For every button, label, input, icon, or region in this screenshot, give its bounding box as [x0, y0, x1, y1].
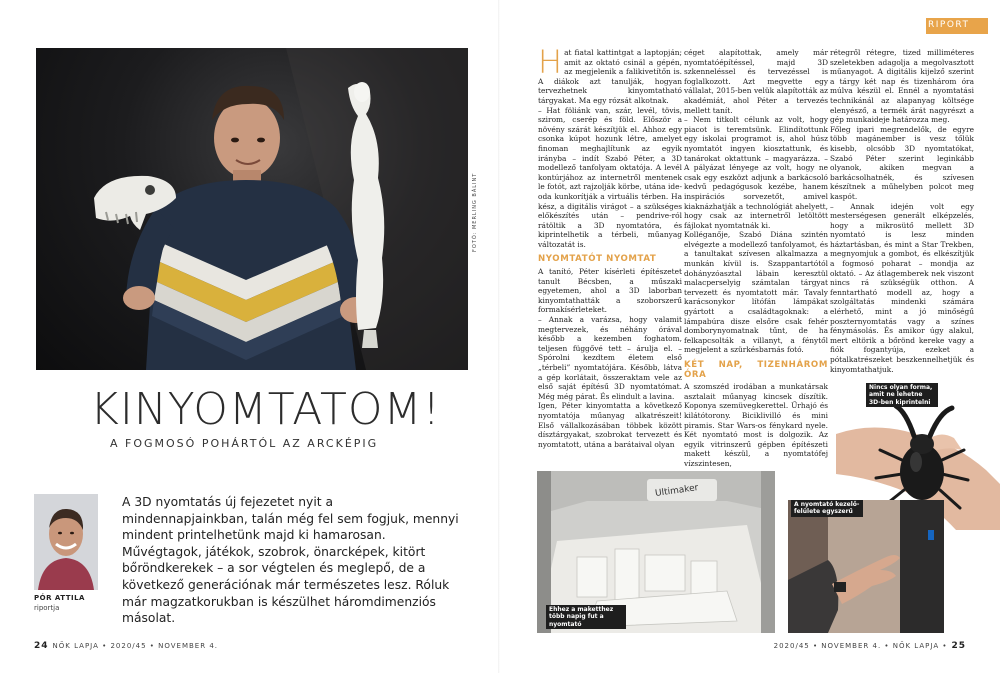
- hand-photo: [788, 500, 944, 633]
- page-number-right: 25: [951, 641, 966, 651]
- body-paragraph: céget alapítottak, amely már nyomtatóépítéssel, majd 3D szkenneléssel és tervezéssel is foglalkozott. Azt megvette egy vállalat, 2015-ben velük alapították az akadémiát, ahol Péter a tervezés mellett tanít.: [684, 48, 828, 115]
- body-paragraph: – Annak idején volt egy mesterségesen generált elképzelés, hogy a mikrosütő mellett 3D nyomtató is lesz minden háztartásban, és mint a Star Trekben, megnyomjuk a gombot, és elkészítjük a fogmosó poharat – mondja az oktató. – Az átlagemberek nek viszont nincs rá szükségük otthon. A fenntartható modell az, hogy a szolgáltatás mindenki számára elérhető, mint a jó minőségű poszternyomtatás vagy a színes fénymásolás. És amikor úgy alakul, mert eltörik a bőrönd kereke vagy a fiók fogantyúja, ezeket a pótalkatrészeket beszkennelhetjük és kinyomtathatjuk.: [830, 201, 974, 374]
- subheading-2: KÉT NAP, TIZENHÁROM ÓRA: [684, 360, 828, 380]
- folio-left-text: NŐK LAPJA • 2020/45 • NOVEMBER 4.: [52, 642, 218, 650]
- body-column-3: [830, 48, 974, 374]
- body-paragraph: Főleg ipari megrendelők, de egyre több magánember is vesz tőlük kisebb, olcsóbb 3D nyomtatókat, Szabó Péter szerint leginkább olyanok, akiken megvan a barkácsolhatnék, és szívesen készítnek a műhelyben polcot meg kaspót.: [830, 124, 974, 201]
- body-column-1: [538, 43, 682, 449]
- body-paragraph: rétegről rétegre, tized milliméteres szeletekben adagolja a megolvasztott műanyagot. A digitális kijelző szerint a tárgy két nap és tizenhárom óra múlva készül el. Ennél a nyomtatási technikánál az alapanyag költsége elenyésző, a termék árát nagyrészt a gép munkaideje határozza meg.: [830, 48, 974, 125]
- hero-photo-illustration: [36, 48, 468, 370]
- page-number-left: 24: [34, 641, 49, 651]
- drop-cap: H: [538, 43, 563, 81]
- lead-paragraph: A 3D nyomtatás új fejezetet nyit a mindennapjainkban, talán még fel sem fogjuk, mennyi mindent printelhetünk majd ki hamarosan. Művégtagok, játékok, szobrok, önarcképek, kitört bőröndkerekek – a sor végtelen és meglepő, de a következő generációnak már természetes lesz. Róluk már magzatkorukban is készülhet háromdimenziós másolat.: [122, 495, 459, 626]
- folio-left: [34, 641, 218, 651]
- author-photo: [34, 494, 98, 590]
- caption-hand: A nyomtató kezelő-felülete egyszerű: [791, 500, 863, 517]
- article-subtitle: A FOGMOSÓ POHÁRTÓL AZ ARCKÉPIG: [110, 437, 379, 450]
- author-name: PÓR ATTILA: [34, 594, 85, 602]
- printer-brand: Ultimaker: [654, 483, 700, 500]
- body-paragraph: A szomszéd irodában a munkatársak asztalait műanyag kincsek díszítik. Koponya szemüvegkerettel. Űrhajó és kilátótorony. Biciklivilló és mini piramis. Star Wars-os fénykard nyele. Két nyomtató most is dolgozik. Az egyik vitrinszerű gépben építészeti makett készül, a nyomtatófej vízszintesen,: [684, 382, 828, 468]
- folio-right-text: 2020/45 • NOVEMBER 4. • NŐK LAPJA •: [773, 642, 948, 650]
- caption-printer: Ehhez a maketthez több napig fut a nyomtató: [546, 605, 626, 629]
- body-paragraph: Kolléganője, Szabó Diána szintén elvégezte a modellező tanfolyamot, és a tanultakat szívesen alkalmazza a munkán kívül is. Szappantartótól dohányzóasztal lábain keresztül malacperselyig számtalan tárgyat tervezett és nyomtatott már. Tavaly karácsonykor lítófán lámpákat gyártott a családtagoknak: a lámpabúra disze elsőre csak fehér domborynyomatnak tűnt, de ha felkapcsolták a villanyt, a fénytől megjelent a szürkésbarnás fotó.: [684, 230, 828, 355]
- photo-credit: FOTÓ: MERLING BÁLINT: [472, 172, 478, 252]
- hand-photo-illustration: [788, 500, 944, 633]
- body-paragraph: A tanító, Péter kísérleti építészetet tanult Bécsben, a műszaki egyetemen, ahol a 3D laborban kinyomtathatták a szoborszerű formakísérleteket.: [538, 267, 682, 315]
- body-paragraph: – Annak a varázsa, hogy valamit megtervezek, és néhány órával később a kezemben foghatom, teljesen függővé tett – árulja el. – Spórolni kezdtem életem első „térbeli” nyomtatójára. Később, látva a gép korlátait, összeraktam vele az első saját építésű 3D nyomtatómat. Még még párat. És elindult a lavina.: [538, 315, 682, 401]
- caption-beetle: Nincs olyan forma, amit ne lehetne 3D-ben kiprintelni: [866, 383, 938, 407]
- article-title: KINYOMTATOM!: [90, 384, 442, 435]
- intro-paragraph: at fiatal kattintgat a laptopján; amit az oktató csinál a gépén, az megjelenik a falikivetítőn is. A diákok azt tanulják, hogyan tervezhetnek kinyomtatható tárgyakat. Ma egy rózsát alkotnak.: [538, 48, 682, 105]
- body-column-2: [684, 48, 828, 469]
- body-paragraph: – Nem titkolt célunk az volt, hogy piacot is teremtsünk. Elindítottunk egy iskolai programot is, ahol húsz nyomtatót ingyen kiosztattunk, és tanárokat oktattunk – magyarázza. – A pályázat lényege az volt, hogy ne csak egy eszközt adjunk a barkácsoló kedvű pedagógusok kezébe, hanem inspirációs sorvezetőt, amivel kiaknázhatják a technológiát ahelyett, hogy csak az internetről letöltött fájlokat nyomtatnák ki.: [684, 115, 828, 230]
- body-paragraph: – Hat föliánk van, szár, levél, tövis, szirom, cserép és föld. Először a növény szárát készítjük el. Ahhoz egy csonka kúpot hozunk létre, amelyet finoman meghajlítunk az egyik irányba – indít Szabó Péter, a 3D modellező tanfolyam oktatója. A levél kontúrjához az internetről mentenek le fotót, azt rajzolják körbe, utána ide-oda kunkorítják a virtuális térben. Ha kész, a digitális virágot – a szükséges előkészítés után – pendrive-ról rátöltik a 3D nyomtatóra, és kiprintelhetik a térbeli, műanyag változatát is.: [538, 105, 682, 249]
- author-role: riportja: [34, 604, 60, 612]
- section-label: RIPORT: [928, 20, 970, 30]
- subheading-1: NYOMTATÓT NYOMTAT: [538, 254, 657, 265]
- folio-right: [774, 641, 966, 651]
- author-photo-illustration: [34, 494, 98, 590]
- body-paragraph: Igen, Péter kinyomtatta a következő nyomtatója műanyag alkatrészeit! Első vállalkozásában többek között dísztárgyakat, szobrokat tervezett és nyomtatott, utána a barátaival olyan: [538, 401, 682, 449]
- hero-photo: [36, 48, 468, 370]
